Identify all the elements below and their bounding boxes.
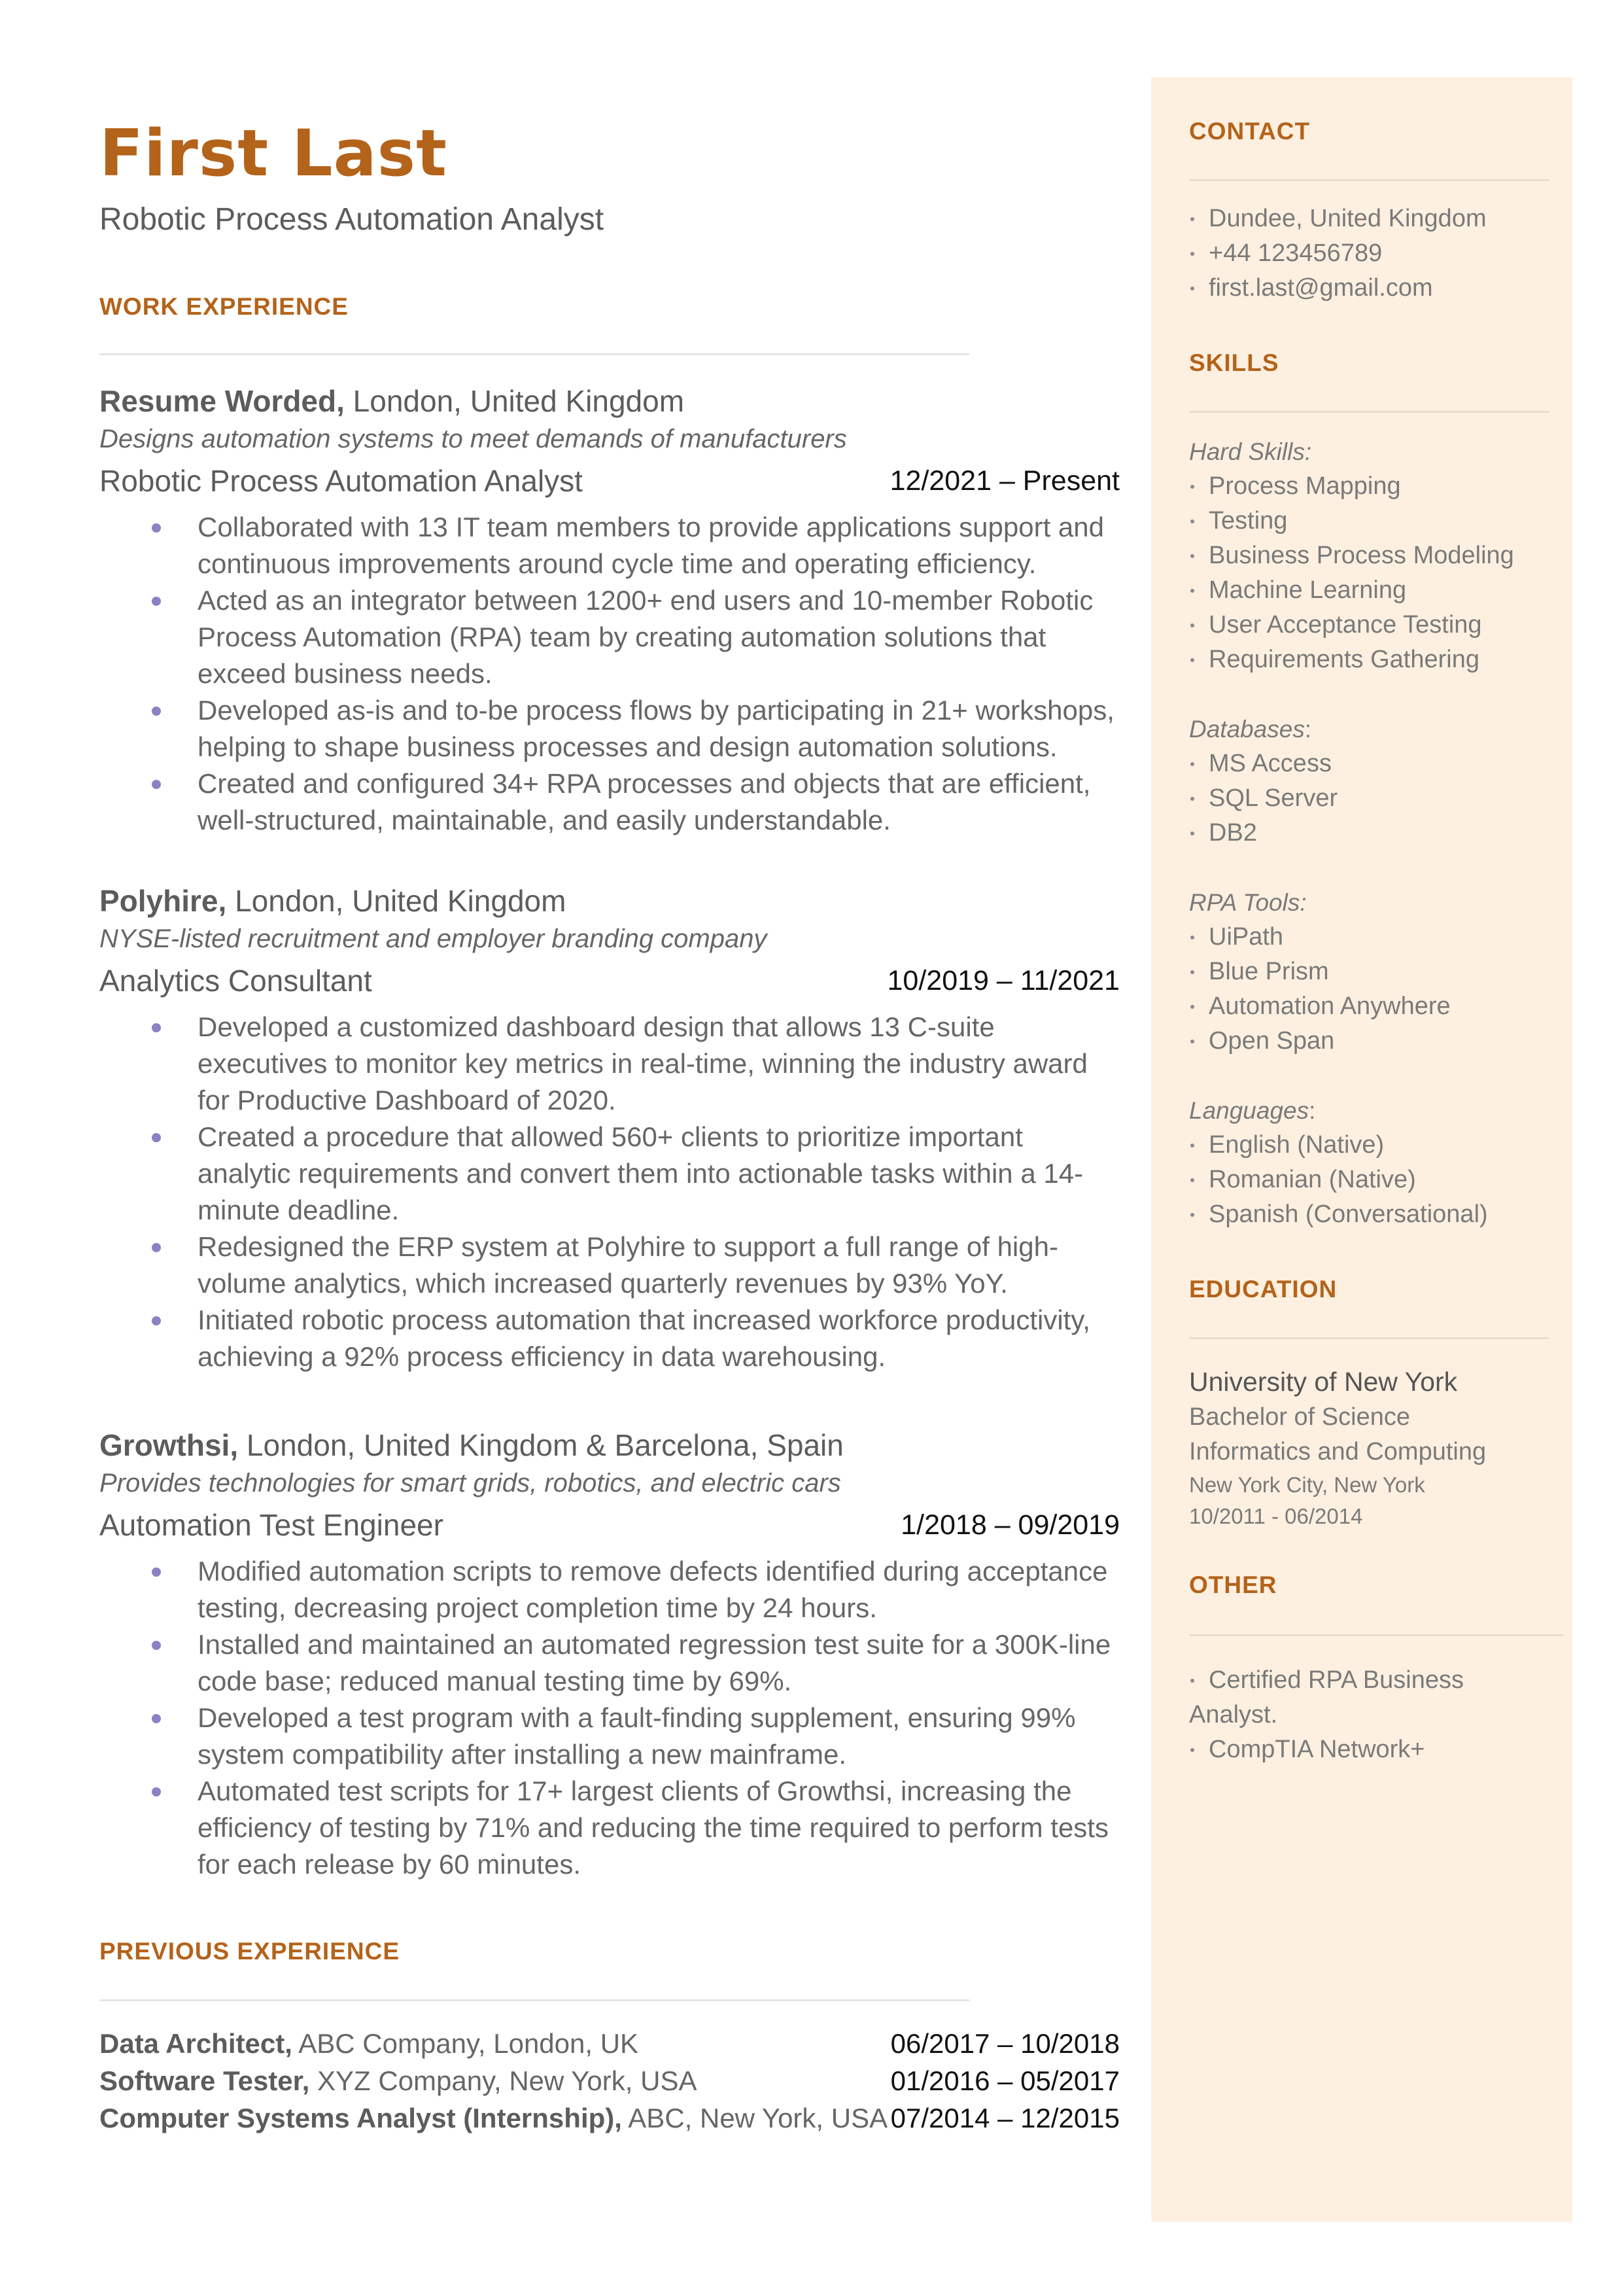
education-heading: EDUCATION bbox=[1189, 1276, 1338, 1303]
list-item: Testing bbox=[1189, 504, 1562, 538]
education-location: New York City, New York bbox=[1189, 1473, 1425, 1497]
previous-role-row bbox=[99, 2100, 1120, 2137]
sidebar-divider bbox=[1189, 179, 1549, 181]
bullet-dot-icon bbox=[152, 1568, 161, 1577]
section-divider bbox=[99, 1999, 969, 2001]
contact-list bbox=[1189, 201, 1562, 306]
job-entry bbox=[99, 382, 1120, 839]
contact-location: Dundee, United Kingdom bbox=[1189, 201, 1562, 236]
list-item: Blue Prism bbox=[1189, 955, 1562, 989]
skills-category-label: Hard Skills: bbox=[1189, 438, 1312, 465]
list-item: CompTIA Network+ bbox=[1189, 1732, 1503, 1767]
work-experience-heading: WORK EXPERIENCE bbox=[99, 293, 349, 320]
list-item: Developed a test program with a fault-finding supplement, ensuring 99% system compatibility after installing a new mainframe. bbox=[99, 1700, 1120, 1773]
company-line bbox=[99, 382, 1120, 420]
bullet-dot-icon bbox=[1190, 217, 1194, 221]
bullet-dot-icon bbox=[1190, 623, 1194, 627]
list-item: User Acceptance Testing bbox=[1189, 608, 1562, 642]
skills-category-label: Databases: bbox=[1189, 716, 1312, 743]
contact-email[interactable]: first.last@gmail.com bbox=[1189, 271, 1562, 306]
role-dates: 10/2019 – 11/2021 bbox=[887, 965, 1120, 996]
education-dates: 10/2011 - 06/2014 bbox=[1189, 1504, 1363, 1528]
bullet-dot-icon bbox=[152, 1243, 161, 1252]
job-entry bbox=[99, 882, 1120, 1375]
bullet-dot-icon bbox=[1190, 554, 1194, 558]
education-degree: Bachelor of Science bbox=[1189, 1403, 1410, 1431]
list-item: English (Native) bbox=[1189, 1128, 1562, 1163]
company-name: Growthsi, bbox=[99, 1428, 239, 1462]
list-item: Open Span bbox=[1189, 1024, 1562, 1059]
achievement-list bbox=[99, 509, 1120, 839]
section-divider bbox=[99, 353, 969, 355]
list-item: MS Access bbox=[1189, 746, 1562, 781]
previous-role-title: Software Tester, bbox=[99, 2065, 310, 2096]
list-item: Redesigned the ERP system at Polyhire to support a full range of high-volume analytics, which increased quarterly revenues by 93% YoY. bbox=[99, 1229, 1120, 1302]
skills-category-label: Languages: bbox=[1189, 1097, 1316, 1124]
other-heading: OTHER bbox=[1189, 1571, 1277, 1598]
bullet-dot-icon bbox=[1190, 287, 1194, 290]
list-item: Acted as an integrator between 1200+ end users and 10-member Robotic Process Automation (RPA) team by creating automation solutions that exceed business needs. bbox=[99, 582, 1120, 692]
company-description: NYSE-listed recruitment and employer branding company bbox=[99, 924, 767, 953]
bullet-dot-icon bbox=[152, 1023, 161, 1032]
bullet-dot-icon bbox=[1190, 762, 1194, 766]
other-list bbox=[1189, 1663, 1503, 1767]
bullet-dot-icon bbox=[1190, 797, 1194, 801]
contact-phone: +44 123456789 bbox=[1189, 236, 1562, 271]
company-name: Polyhire, bbox=[99, 884, 227, 918]
company-name: Resume Worded, bbox=[99, 384, 345, 418]
bullet-dot-icon bbox=[152, 1133, 161, 1142]
job-entry bbox=[99, 1426, 1120, 1883]
bullet-dot-icon bbox=[152, 1641, 161, 1650]
achievement-list bbox=[99, 1553, 1120, 1883]
previous-role-place: XYZ Company, New York, USA bbox=[309, 2065, 697, 2096]
list-item: Developed a customized dashboard design that allows 13 C-suite executives to monitor key metrics in real-time, winning the industry award for Productive Dashboard of 2020. bbox=[99, 1009, 1120, 1119]
bullet-dot-icon bbox=[152, 1316, 161, 1325]
bullet-dot-icon bbox=[1190, 485, 1194, 489]
education-school: University of New York bbox=[1189, 1367, 1458, 1397]
list-item: Collaborated with 13 IT team members to provide applications support and continuous improvements around cycle time and operating efficiency. bbox=[99, 509, 1120, 582]
skills-category-label: RPA Tools: bbox=[1189, 889, 1307, 916]
bullet-dot-icon bbox=[1190, 1144, 1194, 1148]
bullet-dot-icon bbox=[1190, 936, 1194, 939]
role-title: Robotic Process Automation Analyst bbox=[99, 464, 583, 498]
role-line bbox=[99, 458, 1120, 504]
previous-role-place: ABC Company, London, UK bbox=[292, 2028, 639, 2059]
list-item: Initiated robotic process automation that increased workforce productivity, achieving a 92% process efficiency in data warehousing. bbox=[99, 1302, 1120, 1375]
sidebar-divider bbox=[1189, 1337, 1549, 1339]
previous-role-dates: 06/2017 – 10/2018 bbox=[890, 2028, 1120, 2059]
bullet-dot-icon bbox=[1190, 1040, 1194, 1043]
bullet-dot-icon bbox=[1190, 1748, 1194, 1752]
bullet-dot-icon bbox=[152, 597, 161, 606]
list-item: Automated test scripts for 17+ largest clients of Growthsi, increasing the efficiency of testing by 71% and reducing the time required to perform tests for each release by 60 minutes. bbox=[99, 1773, 1120, 1883]
achievement-list bbox=[99, 1009, 1120, 1375]
bullet-dot-icon bbox=[1190, 519, 1194, 523]
previous-role-row bbox=[99, 2025, 1120, 2062]
bullet-dot-icon bbox=[152, 1787, 161, 1796]
list-item: DB2 bbox=[1189, 816, 1562, 850]
list-item: Spanish (Conversational) bbox=[1189, 1197, 1562, 1232]
role-title: Analytics Consultant bbox=[99, 964, 372, 998]
previous-role-dates: 07/2014 – 12/2015 bbox=[890, 2103, 1120, 2133]
bullet-dot-icon bbox=[1190, 252, 1194, 256]
contact-heading: CONTACT bbox=[1189, 118, 1311, 145]
list-item: Business Process Modeling bbox=[1189, 538, 1562, 573]
role-dates: 1/2018 – 09/2019 bbox=[901, 1509, 1120, 1541]
list-item: Created a procedure that allowed 560+ clients to prioritize important analytic requirements and convert them into actionable tasks within a 14-minute deadline. bbox=[99, 1119, 1120, 1229]
bullet-dot-icon bbox=[1190, 970, 1194, 974]
role-title: Automation Test Engineer bbox=[99, 1508, 443, 1542]
previous-experience-heading: PREVIOUS EXPERIENCE bbox=[99, 1938, 400, 1965]
list-item: Requirements Gathering bbox=[1189, 642, 1562, 677]
bullet-dot-icon bbox=[152, 707, 161, 716]
list-item: UiPath bbox=[1189, 920, 1562, 955]
bullet-dot-icon bbox=[1190, 1679, 1194, 1683]
bullet-dot-icon bbox=[152, 780, 161, 789]
previous-role-title: Data Architect, bbox=[99, 2028, 292, 2059]
bullet-dot-icon bbox=[1190, 832, 1194, 835]
previous-role-row bbox=[99, 2063, 1120, 2099]
list-item: Modified automation scripts to remove defects identified during acceptance testing, decreasing project completion time by 24 hours. bbox=[99, 1553, 1120, 1626]
company-description: Provides technologies for smart grids, robotics, and electric cars bbox=[99, 1469, 841, 1498]
skills-list bbox=[1189, 434, 1562, 1232]
sidebar-divider bbox=[1189, 1634, 1563, 1636]
list-item: Romanian (Native) bbox=[1189, 1163, 1562, 1197]
list-item: Certified RPA Business Analyst. bbox=[1189, 1666, 1464, 1728]
previous-role-place: ABC, New York, USA bbox=[621, 2103, 888, 2133]
sidebar bbox=[1151, 77, 1572, 2222]
company-description: Designs automation systems to meet demands of manufacturers bbox=[99, 425, 847, 453]
company-line bbox=[99, 882, 1120, 920]
bullet-dot-icon bbox=[1190, 1005, 1194, 1009]
previous-role-dates: 01/2016 – 05/2017 bbox=[890, 2065, 1120, 2096]
role-dates: 12/2021 – Present bbox=[890, 465, 1120, 497]
education-field: Informatics and Computing bbox=[1189, 1438, 1487, 1465]
list-item: Developed as-is and to-be process flows by participating in 21+ workshops, helping to shape business processes and design automation solutions. bbox=[99, 692, 1120, 765]
skills-heading: SKILLS bbox=[1189, 349, 1279, 376]
education-entry bbox=[1189, 1363, 1562, 1532]
list-item: Installed and maintained an automated regression test suite for a 300K-line code base; reduced manual testing time by 69%. bbox=[99, 1626, 1120, 1700]
bullet-dot-icon bbox=[1190, 658, 1194, 662]
bullet-dot-icon bbox=[1190, 589, 1194, 593]
list-item: Created and configured 34+ RPA processes and objects that are efficient, well-structured, maintainable, and easily understandable. bbox=[99, 765, 1120, 839]
company-location: London, United Kingdom bbox=[226, 884, 566, 918]
previous-role-title: Computer Systems Analyst (Internship), bbox=[99, 2103, 622, 2133]
bullet-dot-icon bbox=[152, 523, 161, 533]
candidate-title: Robotic Process Automation Analyst bbox=[99, 202, 604, 237]
role-line bbox=[99, 958, 1120, 1004]
list-item: Process Mapping bbox=[1189, 469, 1562, 504]
company-line bbox=[99, 1426, 1120, 1464]
list-item: Automation Anywhere bbox=[1189, 989, 1562, 1024]
bullet-dot-icon bbox=[1190, 1178, 1194, 1182]
list-item: Machine Learning bbox=[1189, 573, 1562, 608]
list-item: SQL Server bbox=[1189, 781, 1562, 816]
sidebar-divider bbox=[1189, 411, 1549, 413]
company-location: London, United Kingdom & Barcelona, Spain bbox=[238, 1428, 844, 1462]
company-location: London, United Kingdom bbox=[344, 384, 685, 418]
candidate-name: First Last bbox=[99, 116, 447, 191]
role-line bbox=[99, 1502, 1120, 1548]
bullet-dot-icon bbox=[1190, 1213, 1194, 1217]
bullet-dot-icon bbox=[152, 1714, 161, 1723]
